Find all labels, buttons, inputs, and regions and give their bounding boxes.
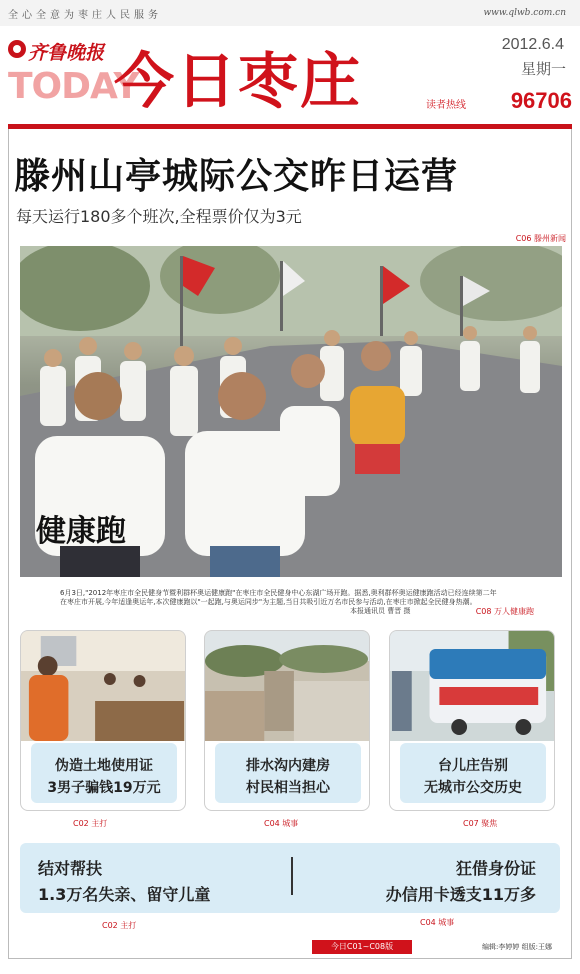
caption-line: 在枣庄市开展,今年适逢奥运年,本次健康跑以"一起跑,与奥运同步"为主题,当日共吸引近万名市民参与活动,在枣庄市掀起全民健身热潮。 — [60, 598, 477, 606]
section-title: 今日枣庄 — [114, 47, 362, 117]
paper-logo-icon — [8, 40, 26, 58]
bottom-headlines-box — [20, 843, 560, 913]
caption-line: 6月3日,"2012年枣庄市全民健身节暨利群杯奥运健康跑"在枣庄市全民健身中心东湖广场开跑。据悉,奥利群杯奥运健康跑活动已经连续第二年 — [60, 589, 497, 597]
teaser-line: 伪造土地使用证 — [55, 758, 153, 774]
bottom-left-line[interactable]: 1.3万名失亲、留守儿童 — [38, 885, 211, 904]
masthead — [0, 26, 580, 124]
teaser-headline-box — [215, 743, 361, 803]
bottom-right-page-ref[interactable]: C04 城事 — [420, 918, 455, 927]
bus-photo — [390, 631, 554, 741]
site-url[interactable]: www.qlwb.com.cn — [483, 8, 566, 18]
teaser-page-ref[interactable]: C04 城事 — [264, 819, 299, 828]
paper-name: 齐鲁晚报 — [28, 42, 105, 64]
hotline-label: 读者热线 — [426, 100, 466, 111]
teaser-page-ref[interactable]: C07 聚焦 — [463, 819, 498, 828]
bottom-right-line[interactable]: 狂借身份证 — [455, 859, 536, 878]
photo-tag: 健康跑 — [36, 514, 126, 549]
drainage-photo — [205, 631, 369, 741]
photo-caption — [60, 589, 500, 607]
teaser-line: 无城市公交历史 — [424, 780, 522, 796]
hotline-number: 96706 — [510, 88, 572, 113]
today-wordmark: TODAY — [8, 66, 139, 107]
issue-date: 2012.6.4 — [501, 36, 564, 53]
editor-credits: 编辑:李婷婷 组版:王娜 — [482, 943, 552, 951]
photo-credit: 本报通讯员 曹晋 摄 — [350, 607, 411, 615]
teaser-card[interactable] — [20, 630, 186, 811]
teaser-line: 村民相当担心 — [246, 780, 330, 796]
lead-subhead: 每天运行180多个班次,全程票价仅为3元 — [16, 207, 302, 226]
teaser-headline-box — [400, 743, 546, 803]
bottom-divider — [291, 857, 293, 895]
bottom-left-line[interactable]: 结对帮扶 — [38, 859, 103, 878]
issue-weekday: 星期一 — [520, 60, 566, 78]
teaser-card[interactable] — [389, 630, 555, 811]
teaser-page-ref[interactable]: C02 主打 — [73, 819, 108, 828]
teaser-headline-box — [31, 743, 177, 803]
teaser-line: 3男子骗钱19万元 — [47, 780, 161, 796]
office-photo — [21, 631, 185, 741]
teaser-line: 台儿庄告别 — [438, 758, 508, 774]
lead-headline[interactable]: 滕州山亭城际公交昨日运营 — [14, 156, 459, 197]
bottom-left-page-ref[interactable]: C02 主打 — [102, 921, 137, 930]
teaser-line: 排水沟内建房 — [246, 758, 330, 774]
paper-slogan: 全心全意为枣庄人民服务 — [8, 10, 162, 21]
lead-page-ref[interactable]: C06 滕州新闻 — [515, 234, 566, 243]
bottom-right-line[interactable]: 办信用卡透支11万多 — [385, 885, 536, 904]
photo-page-ref[interactable]: C08 万人健康跑 — [475, 607, 534, 616]
teaser-card[interactable] — [204, 630, 370, 811]
edition-range-badge: 今日C01~C08版 — [312, 940, 412, 954]
top-strip — [0, 0, 580, 26]
